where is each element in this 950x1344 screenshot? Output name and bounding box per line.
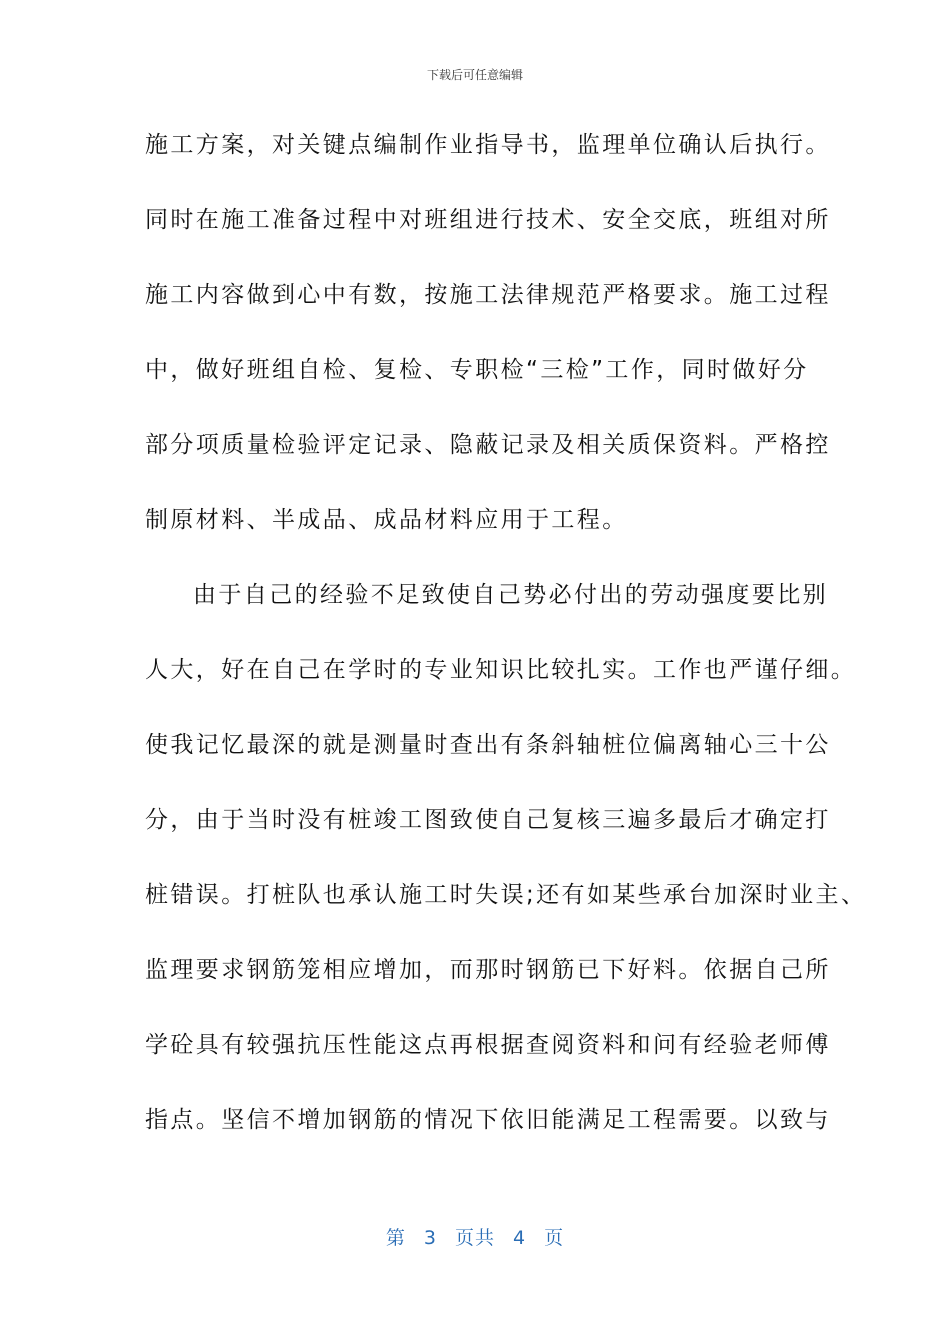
text-line: 监理要求钢筋笼相应增加，而那时钢筋已下好料。依据自己所 [145, 957, 831, 983]
text-line: 学砼具有较强抗压性能这点再根据查阅资料和问有经验老师傅 [145, 1032, 831, 1058]
text-line: 桩错误。打桩队也承认施工时失误;还有如某些承台加深时业主、 [145, 882, 867, 908]
text-line: 制原材料、半成品、成品材料应用于工程。 [145, 507, 628, 533]
text-line: 中，做好班组自检、复检、专职检“三检”工作，同时做好分 [145, 357, 809, 383]
page-header: 下载后可任意编辑 [426, 68, 523, 82]
text-line-paragraph-start: 由于自己的经验不足致使自己势必付出的劳动强度要比别 [193, 582, 828, 608]
text-line: 人大，好在自己在学时的专业知识比较扎实。工作也严谨仔细。 [145, 657, 857, 683]
text-line: 指点。坚信不增加钢筋的情况下依旧能满足工程需要。以致与 [145, 1107, 831, 1133]
document-body [145, 120, 867, 1170]
total-pages-number: 4 [513, 1227, 527, 1249]
text-line: 分，由于当时没有桩竣工图致使自己复核三遍多最后才确定打 [145, 807, 831, 833]
footer-prefix: 第 [385, 1227, 406, 1249]
footer-suffix: 页 [544, 1227, 565, 1249]
text-line: 施工内容做到心中有数，按施工法律规范严格要求。施工过程 [145, 282, 831, 308]
page-footer [0, 1226, 950, 1250]
text-line: 使我记忆最深的就是测量时查出有条斜轴桩位偏离轴心三十公 [145, 732, 831, 758]
current-page-number: 3 [423, 1227, 437, 1249]
footer-middle: 页共 [454, 1227, 495, 1249]
text-line: 部分项质量检验评定记录、隐蔽记录及相关质保资料。严格控 [145, 432, 831, 458]
text-line: 施工方案，对关键点编制作业指导书，监理单位确认后执行。 [145, 132, 831, 158]
text-line: 同时在施工准备过程中对班组进行技术、安全交底，班组对所 [145, 207, 831, 233]
